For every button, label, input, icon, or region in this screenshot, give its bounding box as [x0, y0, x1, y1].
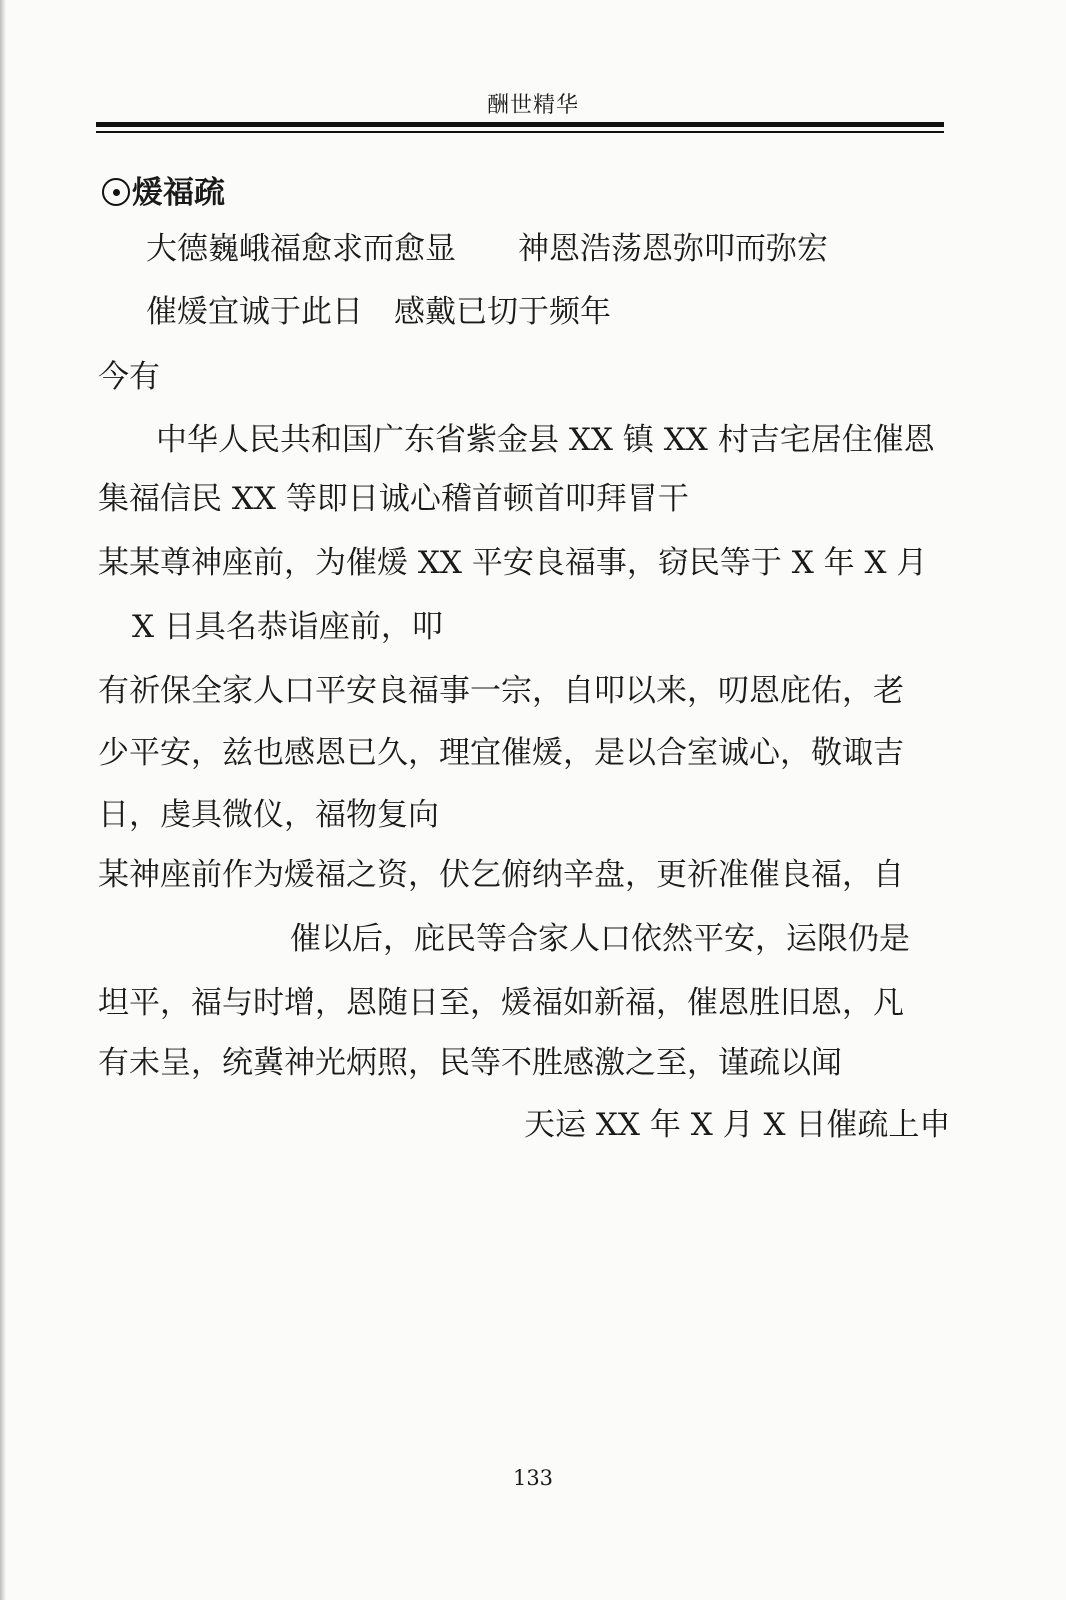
body-line-7: X 日具名恭诣座前，叩 — [132, 609, 443, 645]
body-line-9: 少平安，兹也感恩已久，理宜催煖，是以合室诚心，敬诹吉 — [98, 735, 904, 771]
closing-date-line: 天运 XX 年 X 月 X 日催疏上申 — [524, 1107, 951, 1143]
body-line-12: 催以后，庇民等合家人口依然平安，运限仍是 — [290, 921, 910, 957]
page-number: 133 — [512, 1466, 554, 1490]
section-title-text: 煖福疏 — [132, 175, 225, 211]
header-rule-thin — [96, 131, 944, 133]
body-line-2: 催煖宜诚于此日 感戴已切于频年 — [146, 294, 611, 330]
body-line-14: 有未呈，统冀神光炳照，民等不胜感激之至，谨疏以闻 — [98, 1045, 842, 1081]
body-line-1: 大德巍峨福愈求而愈显 神恩浩荡恩弥叩而弥宏 — [146, 231, 828, 267]
section-title — [102, 175, 225, 211]
body-line-13: 坦平，福与时增，恩随日至，煖福如新福，催恩胜旧恩，凡 — [98, 985, 904, 1021]
body-line-6: 某某尊神座前，为催煖 XX 平安良福事，窃民等于 X 年 X 月 — [98, 545, 928, 581]
running-header: 酬世精华 — [486, 93, 579, 118]
body-line-5: 集福信民 XX 等即日诚心稽首顿首叩拜冒干 — [98, 481, 689, 517]
body-line-10: 日，虔具微仪，福物复向 — [98, 797, 439, 833]
body-line-4: 中华人民共和国广东省紫金县 XX 镇 XX 村吉宅居住催恩 — [156, 422, 935, 458]
body-line-11: 某神座前作为煖福之资，伏乞俯纳辛盘，更祈准催良福，自 — [98, 857, 904, 893]
body-line-8: 有祈保全家人口平安良福事一宗，自叩以来，叨恩庇佑，老 — [98, 673, 904, 709]
circled-dot-icon — [102, 178, 130, 206]
page-edge-shadow — [0, 0, 6, 1600]
body-line-3: 今有 — [98, 359, 160, 395]
header-rule-thick — [96, 122, 944, 127]
